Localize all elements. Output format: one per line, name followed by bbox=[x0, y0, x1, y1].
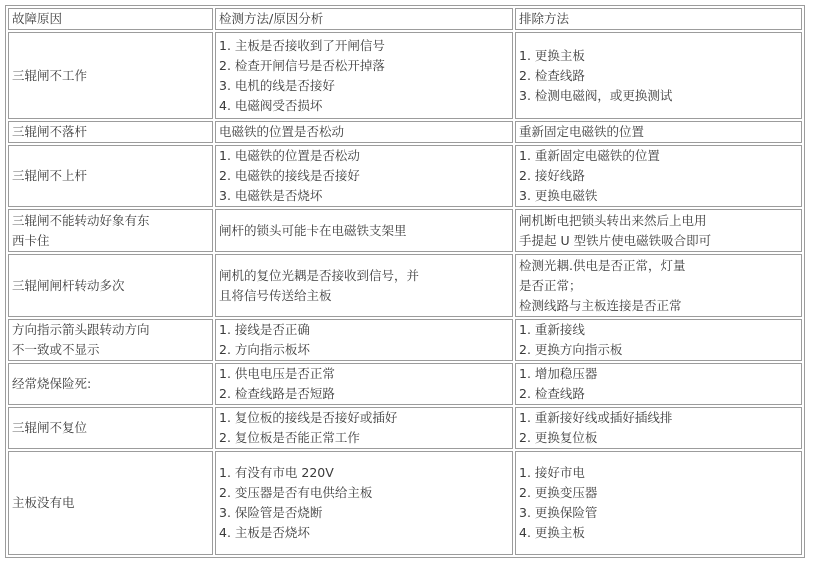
cell-line: 三辊闸不复位 bbox=[12, 420, 88, 435]
cell-fix bbox=[515, 254, 802, 317]
cell-fix bbox=[515, 121, 802, 143]
cell-line: 经常烧保险死: bbox=[12, 376, 92, 391]
cell-line: 1. 电磁铁的位置是否松动 bbox=[219, 148, 360, 163]
cell-line: 1. 接线是否正确 bbox=[219, 322, 310, 337]
cell-line: 3. 更换电磁铁 bbox=[519, 188, 598, 203]
cell-cause bbox=[8, 407, 213, 449]
cell-line: 1. 供电电压是否正常 bbox=[219, 366, 335, 381]
cell-line: 3. 检测电磁阀，或更换测试 bbox=[519, 87, 673, 103]
table-row bbox=[8, 145, 802, 207]
cell-method bbox=[215, 145, 513, 207]
table-row bbox=[8, 254, 802, 317]
cell-line: 1. 重新固定电磁铁的位置 bbox=[519, 148, 660, 163]
table-row bbox=[8, 407, 802, 449]
cell-line: 三辊闸不上杆 bbox=[12, 168, 88, 183]
cell-line: 1. 更换主板 bbox=[519, 47, 585, 63]
cell-fix bbox=[515, 407, 802, 449]
cell-line: 4. 主板是否烧坏 bbox=[219, 525, 310, 540]
cell-line: 且将信号传送给主板 bbox=[219, 287, 332, 303]
cell-cause bbox=[8, 32, 213, 119]
cell-cause bbox=[8, 254, 213, 317]
cell-line: 4. 电磁阀受否损坏 bbox=[219, 97, 323, 113]
cell-line: 2. 变压器是否有电供给主板 bbox=[219, 485, 373, 500]
cell-cause bbox=[8, 451, 213, 555]
cell-line: 西卡住 bbox=[12, 232, 50, 248]
cell-line: 3. 更换保险管 bbox=[519, 505, 598, 520]
cell-method bbox=[215, 363, 513, 405]
cell-cause bbox=[8, 209, 213, 252]
table-row bbox=[8, 121, 802, 143]
cell-line: 手提起 U 型铁片使电磁铁吸合即可 bbox=[519, 232, 712, 248]
cell-method bbox=[215, 32, 513, 119]
cell-method bbox=[215, 209, 513, 252]
cell-method bbox=[215, 121, 513, 143]
cell-fix bbox=[515, 319, 802, 361]
header-cause: 故障原因 bbox=[8, 8, 213, 30]
cell-fix bbox=[515, 363, 802, 405]
cell-line: 主板没有电 bbox=[12, 495, 75, 510]
cell-cause bbox=[8, 319, 213, 361]
cell-line: 三辊闸闸杆转动多次 bbox=[12, 277, 125, 293]
cell-method bbox=[215, 451, 513, 555]
cell-line: 1. 有没有市电 220V bbox=[219, 465, 334, 480]
cell-line: 4. 更换主板 bbox=[519, 525, 585, 540]
cell-line: 1. 重新接线 bbox=[519, 322, 585, 337]
cell-cause bbox=[8, 121, 213, 143]
cell-method bbox=[215, 319, 513, 361]
cell-line: 2. 更换变压器 bbox=[519, 485, 598, 500]
table-row bbox=[8, 209, 802, 252]
cell-line: 2. 方向指示板坏 bbox=[219, 342, 310, 357]
cell-line: 检测线路与主板连接是否正常 bbox=[519, 297, 682, 313]
cell-line: 2. 复位板是否能正常工作 bbox=[219, 430, 360, 445]
cell-line: 三辊闸不落杆 bbox=[12, 124, 88, 139]
cell-line: 检测光耦.供电是否正常，灯量 bbox=[519, 257, 686, 273]
cell-line: 3. 保险管是否烧断 bbox=[219, 505, 323, 520]
header-row bbox=[8, 8, 802, 30]
cell-line: 三辊闸不能转动好象有东 bbox=[12, 212, 150, 228]
cell-line: 2. 接好线路 bbox=[519, 168, 585, 183]
cell-line: 不一致或不显示 bbox=[12, 342, 100, 357]
cell-line: 闸机断电把锁头转出来然后上电用 bbox=[519, 212, 707, 228]
cell-line: 2. 检查线路 bbox=[519, 386, 585, 401]
cell-line: 方向指示箭头跟转动方向 bbox=[12, 322, 150, 337]
cell-fix bbox=[515, 451, 802, 555]
header-fix: 排除方法 bbox=[515, 8, 802, 30]
table-row bbox=[8, 32, 802, 119]
cell-line: 电磁铁的位置是否松动 bbox=[219, 124, 345, 139]
cell-line: 1. 接好市电 bbox=[519, 465, 585, 480]
cell-line: 1. 重新接好线或插好插线排 bbox=[519, 410, 673, 425]
table-row bbox=[8, 363, 802, 405]
cell-method bbox=[215, 254, 513, 317]
cell-line: 三辊闸不工作 bbox=[12, 67, 88, 83]
cell-line: 是否正常； bbox=[519, 277, 582, 293]
cell-line: 3. 电机的线是否接好 bbox=[219, 77, 335, 93]
troubleshooting-table bbox=[5, 5, 805, 558]
cell-fix bbox=[515, 209, 802, 252]
cell-line: 2. 更换方向指示板 bbox=[519, 342, 623, 357]
cell-line: 2. 更换复位板 bbox=[519, 430, 598, 445]
table-row bbox=[8, 319, 802, 361]
cell-cause bbox=[8, 363, 213, 405]
cell-line: 闸机的复位光耦是否接收到信号，并 bbox=[219, 267, 420, 283]
cell-line: 闸杆的锁头可能卡在电磁铁支架里 bbox=[219, 222, 407, 238]
cell-line: 重新固定电磁铁的位置 bbox=[519, 124, 645, 139]
cell-fix bbox=[515, 145, 802, 207]
table-row bbox=[8, 451, 802, 555]
cell-method bbox=[215, 407, 513, 449]
header-method: 检测方法/原因分析 bbox=[215, 8, 513, 30]
cell-line: 1. 复位板的接线是否接好或插好 bbox=[219, 410, 398, 425]
cell-fix bbox=[515, 32, 802, 119]
cell-line: 1. 增加稳压器 bbox=[519, 366, 598, 381]
cell-line: 3. 电磁铁是否烧坏 bbox=[219, 188, 323, 203]
cell-cause bbox=[8, 145, 213, 207]
cell-line: 2. 检查线路 bbox=[519, 67, 585, 83]
cell-line: 2. 检查开闸信号是否松开掉落 bbox=[219, 57, 385, 73]
cell-line: 1. 主板是否接收到了开闸信号 bbox=[219, 37, 385, 53]
cell-line: 2. 电磁铁的接线是否接好 bbox=[219, 168, 360, 183]
cell-line: 2. 检查线路是否短路 bbox=[219, 386, 335, 401]
